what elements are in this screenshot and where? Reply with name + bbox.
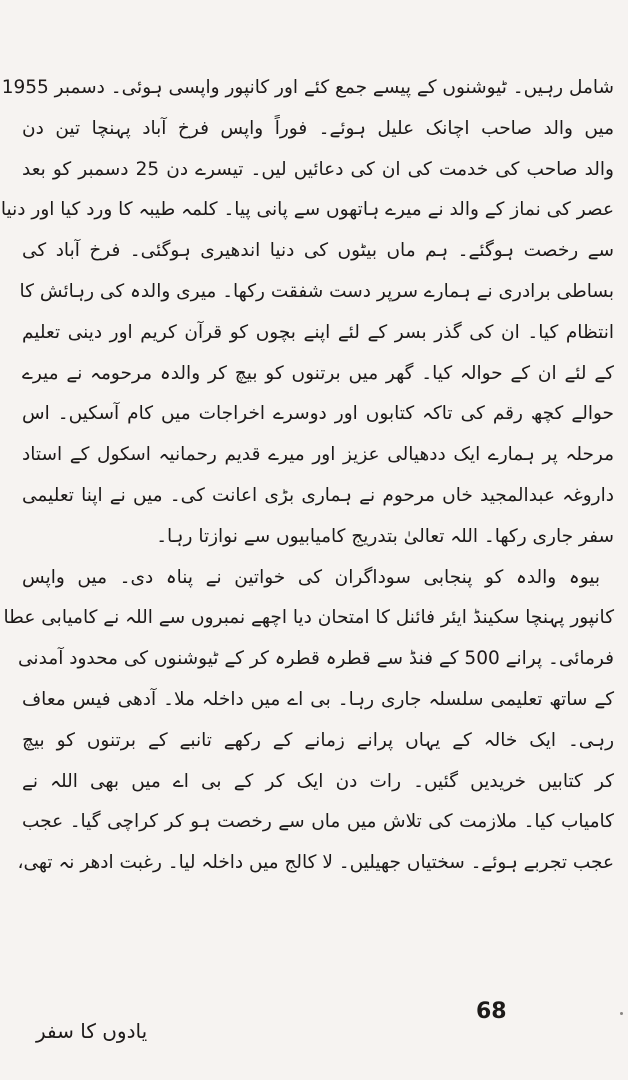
text-line: عصر کی نماز کے والد نے میرے ہاتھوں سے پانی پیا۔ کلمہ طیبہ کا ورد کیا اور دنیا xyxy=(0,199,614,221)
text-line: کامیاب کیا۔ ملازمت کی تلاش میں ماں سے رخصت ہو کر کراچی گیا۔ عجب xyxy=(22,811,614,833)
text-line: بساطی برادری نے ہمارے سرپر دست شفقت رکھا۔ میری والدہ کی رہائش کا xyxy=(19,280,614,302)
text-line: کر کتابیں خریدیں گئیں۔ رات دن ایک کر کے بی اے میں بھی اللہ نے xyxy=(22,770,614,792)
text-line: بیوہ والدہ کو پنجابی سوداگران کی خواتین نے پناہ دی۔ میں واپس xyxy=(22,566,600,588)
text-line: کے لئے ان کے حوالہ کیا۔ گھر میں برتنوں کو بیچ کر والدہ مرحومہ نے میرے xyxy=(22,362,614,384)
page-number: 68 xyxy=(476,999,507,1024)
text-line: شامل رہیں۔ ٹیوشنوں کے پیسے جمع کئے اور کانپور واپسی ہوئی۔ دسمبر 1955 xyxy=(1,77,614,98)
text-line: رہی۔ ایک خالہ کے یہاں پرانے زمانے کے رکھے تانبے کے برتنوں کو بیچ xyxy=(22,729,614,751)
text-line: عجب تجربے ہوئے۔ سختیاں جھیلیں۔ لا کالج میں داخلہ لیا۔ رغبت ادھر نہ تھی، xyxy=(17,852,614,874)
text-line: فرمائی۔ پرانے 500 کے فنڈ سے قطرہ قطرہ کر کے ٹیوشنوں کی محدود آمدنی xyxy=(18,648,614,670)
text-line: سے رخصت ہوگئے۔ ہم ماں بیٹوں کی دنیا اندھیری ہوگئی۔ فرخ آباد کی xyxy=(22,240,614,262)
text-line: سفر جاری رکھا۔ اللہ تعالیٰ بتدریج کامیابیوں سے نوازتا رہا۔ xyxy=(156,525,614,547)
scan-speck xyxy=(620,1012,623,1015)
text-line: کانپور پہنچا سکینڈ ایئر فائنل کا امتحان دیا اچھے نمبروں سے اللہ نے کامیابی عطا xyxy=(3,607,614,629)
text-line: والد صاحب کی خدمت کی ان کی دعائیں لیں۔ تیسرے دن 25 دسمبر کو بعد xyxy=(22,158,614,180)
text-line: داروغہ عبدالمجید خاں مرحوم نے ہماری بڑی اعانت کی۔ میں نے اپنا تعلیمی xyxy=(22,484,614,506)
text-line: حوالے کچھ رقم کی تاکہ کتابوں اور دوسرے اخراجات میں کام آسکیں۔ اس xyxy=(22,403,614,425)
page-footer xyxy=(0,995,628,1065)
book-title: یادوں کا سفر xyxy=(36,1019,148,1043)
text-line: انتظام کیا۔ ان کی گذر بسر کے لئے اپنے بچوں کو قرآن کریم اور دینی تعلیم xyxy=(22,321,614,343)
text-line: میں والد صاحب اچانک علیل ہوئے۔ فوراً واپس فرخ آباد پہنچا تین دن xyxy=(22,117,614,139)
body-text xyxy=(0,68,614,884)
text-line: مرحلہ پر ہمارے ایک ددھیالی عزیز اور میرے قدیم رحمانیہ اسکول کے استاد xyxy=(22,444,614,466)
text-line: کے ساتھ تعلیمی سلسلہ جاری رہا۔ بی اے میں داخلہ ملا۔ آدھی فیس معاف xyxy=(22,688,614,710)
